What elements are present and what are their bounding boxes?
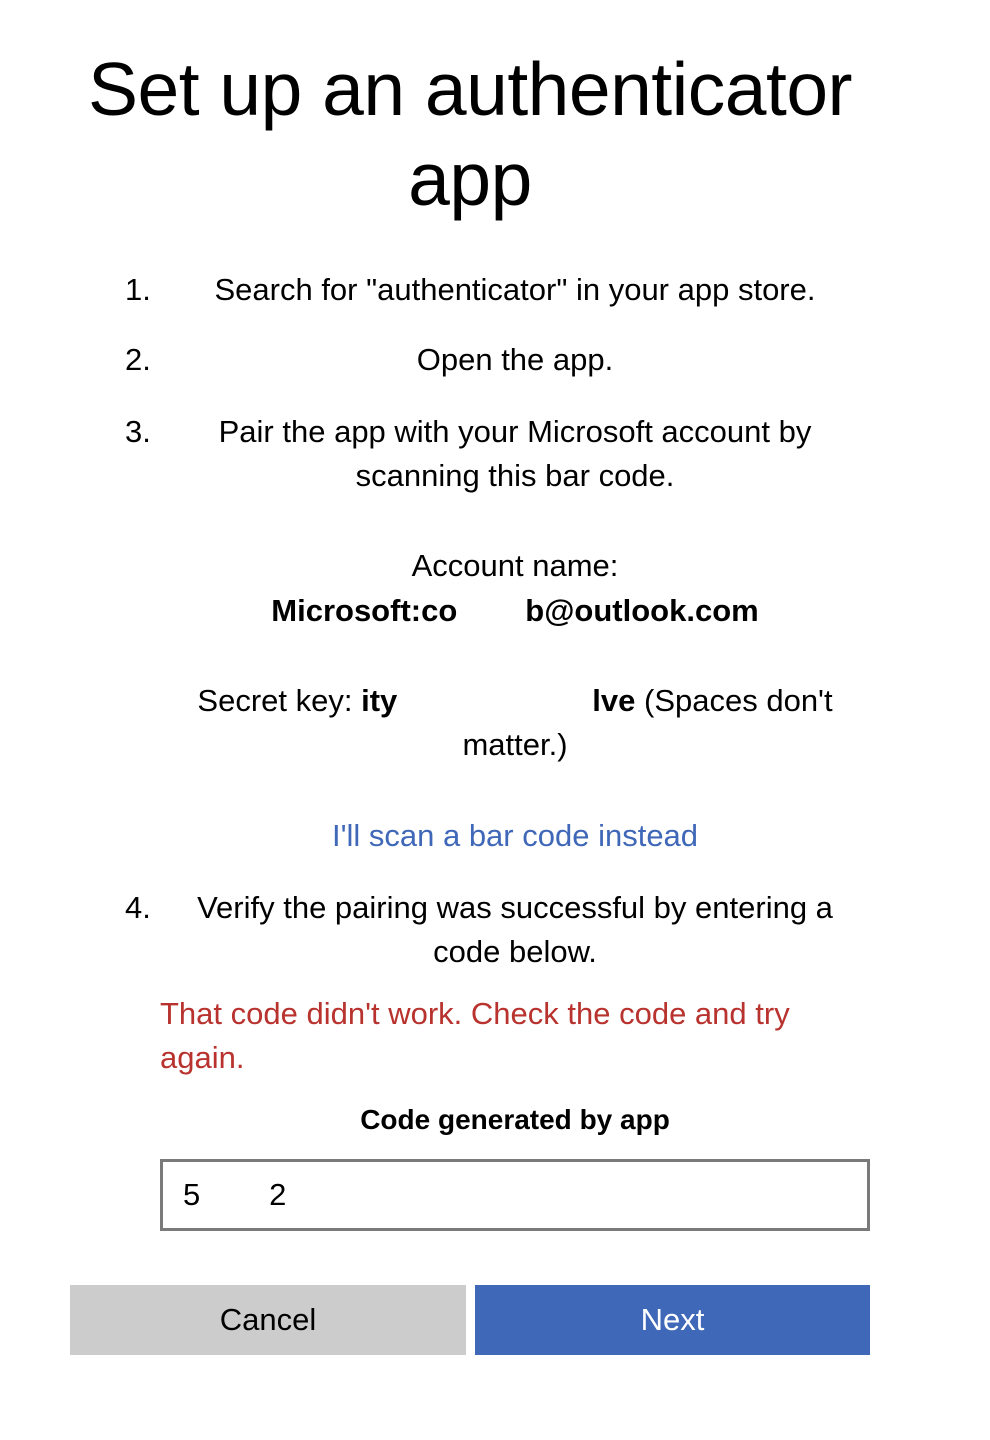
step-2-number: 2.	[125, 342, 151, 377]
step-3-number: 3.	[125, 414, 151, 449]
step-1-number: 1.	[125, 272, 151, 307]
secret-key-note: (Spaces don't matter.)	[462, 683, 833, 762]
secret-key-end: lve	[592, 683, 636, 718]
error-message: That code didn't work. Check the code and try again.	[160, 996, 790, 1075]
code-field-label: Code generated by app	[360, 1104, 670, 1135]
account-info	[160, 543, 870, 633]
page-title: Set up an authenticator app	[87, 47, 853, 221]
account-name-end: b@outlook.com	[525, 593, 759, 628]
account-name-value	[160, 588, 870, 633]
secret-key-label: Secret key:	[197, 683, 362, 718]
code-input[interactable]	[160, 1159, 870, 1231]
step-4-text: Verify the pairing was successful by entering a code below.	[197, 890, 833, 969]
cancel-button[interactable]: Cancel	[70, 1285, 466, 1355]
account-name-start: Microsoft:co	[271, 593, 458, 628]
account-name-label: Account name:	[411, 548, 619, 583]
step-3-text: Pair the app with your Microsoft account by scanning this bar code.	[218, 414, 812, 493]
secret-key-info	[180, 679, 850, 767]
scan-bar-code-link[interactable]: I'll scan a bar code instead	[331, 818, 699, 853]
secret-key-start: ity	[361, 683, 398, 718]
next-button[interactable]: Next	[475, 1285, 870, 1355]
step-1-text: Search for "authenticator" in your app store.	[214, 272, 816, 307]
step-2-text: Open the app.	[416, 342, 614, 377]
step-4-number: 4.	[125, 890, 151, 925]
